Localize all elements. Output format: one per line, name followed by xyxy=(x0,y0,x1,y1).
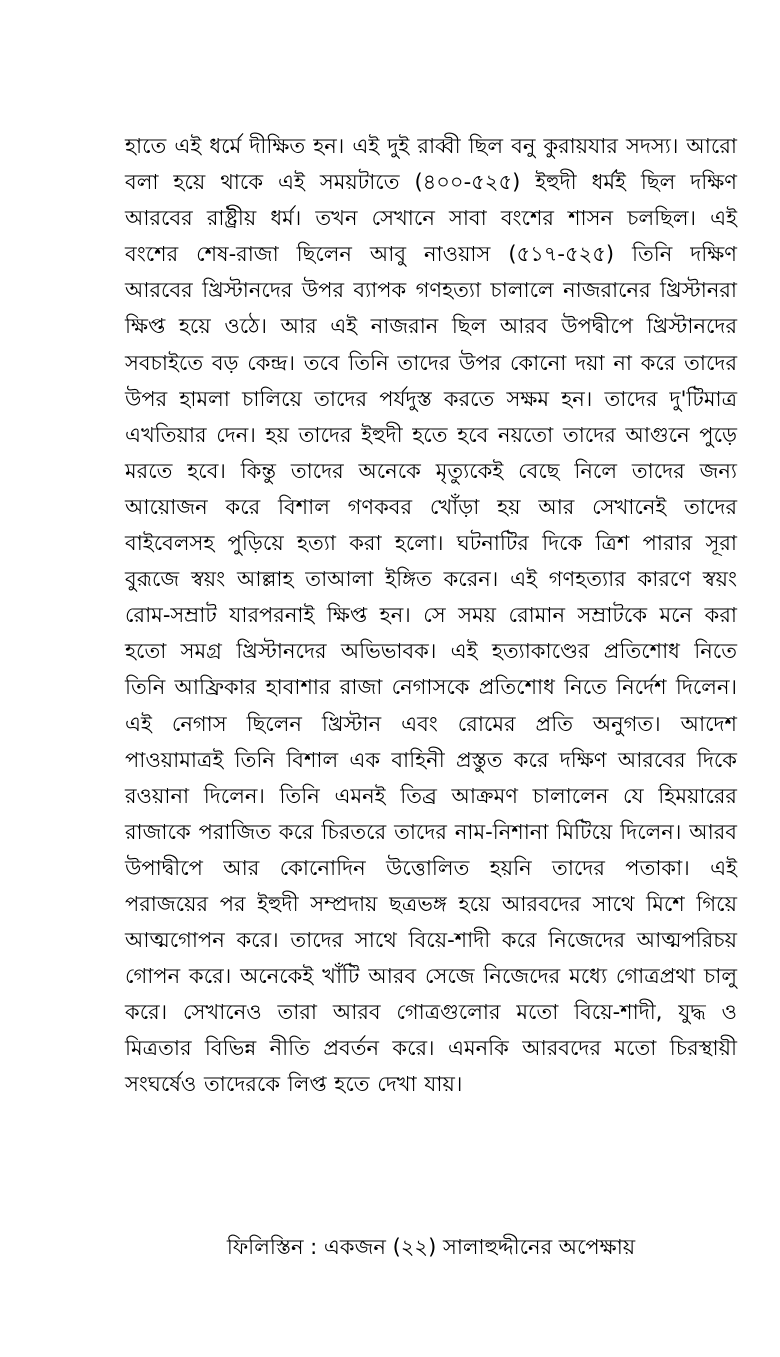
body-paragraph: হাতে এই ধর্মে দীক্ষিত হন। এই দুই রাব্বী ছিল বনু কুরায়যার সদস্য। আরো বলা হয়ে থাকে এই সময়টাতে (৪০০-৫২৫) ইহুদী ধর্মই ছিল দক্ষিণ আরবের রাষ্ট্রীয় ধর্ম। তখন সেখানে সাবা বংশের শাসন চলছিল। এই বংশের শেষ-রাজা ছিলেন আবু নাওয়াস (৫১৭-৫২৫) তিনি দক্ষিণ আরবের খ্রিস্টানদের উপর ব্যাপক গণহত্যা চালালে নাজরানের খ্রিস্টানরা ক্ষিপ্ত হয়ে ওঠে। আর এই নাজরান ছিল আরব উপদ্বীপে খ্রিস্টানদের সবচাইতে বড় কেন্দ্র। তবে তিনি তাদের উপর কোনো দয়া না করে তাদের উপর হামলা চালিয়ে তাদের পর্যদুস্ত করতে সক্ষম হন। তাদের দু'টিমাত্র এখতিয়ার দেন। হয় তাদের ইহুদী হতে হবে নয়তো তাদের আগুনে পুড়ে মরতে হবে। কিন্তু তাদের অনেকে মৃত্যুকেই বেছে নিলে তাদের জন্য আয়োজন করে বিশাল গণকবর খোঁড়া হয় আর সেখানেই তাদের বাইবেলসহ পুড়িয়ে হত্যা করা হলো। ঘটনাটির দিকে ত্রিশ পারার সূরা বুরূজে স্বয়ং আল্লাহ তাআলা ইঙ্গিত করেন। এই গণহত্যার কারণে স্বয়ং রোম-সম্রাট যারপরনাই ক্ষিপ্ত হন। সে সময় রোমান সম্রাটকে মনে করা হতো সমগ্র খ্রিস্টানদের অভিভাবক। এই হত্যাকাণ্ডের প্রতিশোধ নিতে তিনি আফ্রিকার হাবাশার রাজা নেগাসকে প্রতিশোধ নিতে নির্দেশ দিলেন। এই নেগাস ছিলেন খ্রিস্টান এবং রোমের প্রতি অনুগত। আদেশ পাওয়ামাত্রই তিনি বিশাল এক বাহিনী প্রস্তুত করে দক্ষিণ আরবের দিকে রওয়ানা দিলেন। তিনি এমনই তিব্র আক্রমণ চালালেন যে হিময়ারের রাজাকে পরাজিত করে চিরতরে তাদের নাম-নিশানা মিটিয়ে দিলেন। আরব উপাদ্বীপে আর কোনোদিন উত্তোলিত হয়নি তাদের পতাকা। এই পরাজয়ের পর ইহুদী সম্প্রদায় ছত্রভঙ্গ হয়ে আরবদের সাথে মিশে গিয়ে আত্মগোপন করে। তাদের সাথে বিয়ে-শাদী করে নিজেদের আত্মপরিচয় গোপন করে। অনেকেই খাঁটি আরব সেজে নিজেদের মধ্যে গোত্রপ্রথা চালু করে। সেখানেও তারা আরব গোত্রগুলোর মতো বিয়ে-শাদী, যুদ্ধ ও মিত্রতার বিভিন্ন নীতি প্রবর্তন করে। এমনকি আরবদের মতো চিরস্থায়ী সংঘর্ষেও তাদেরকে লিপ্ত হতে দেখা যায়। xyxy=(125,134,737,1097)
page-footer: ফিলিস্তিন : একজন (২২) সালাহুদ্দীনের অপেক্ষায় xyxy=(226,1235,636,1259)
